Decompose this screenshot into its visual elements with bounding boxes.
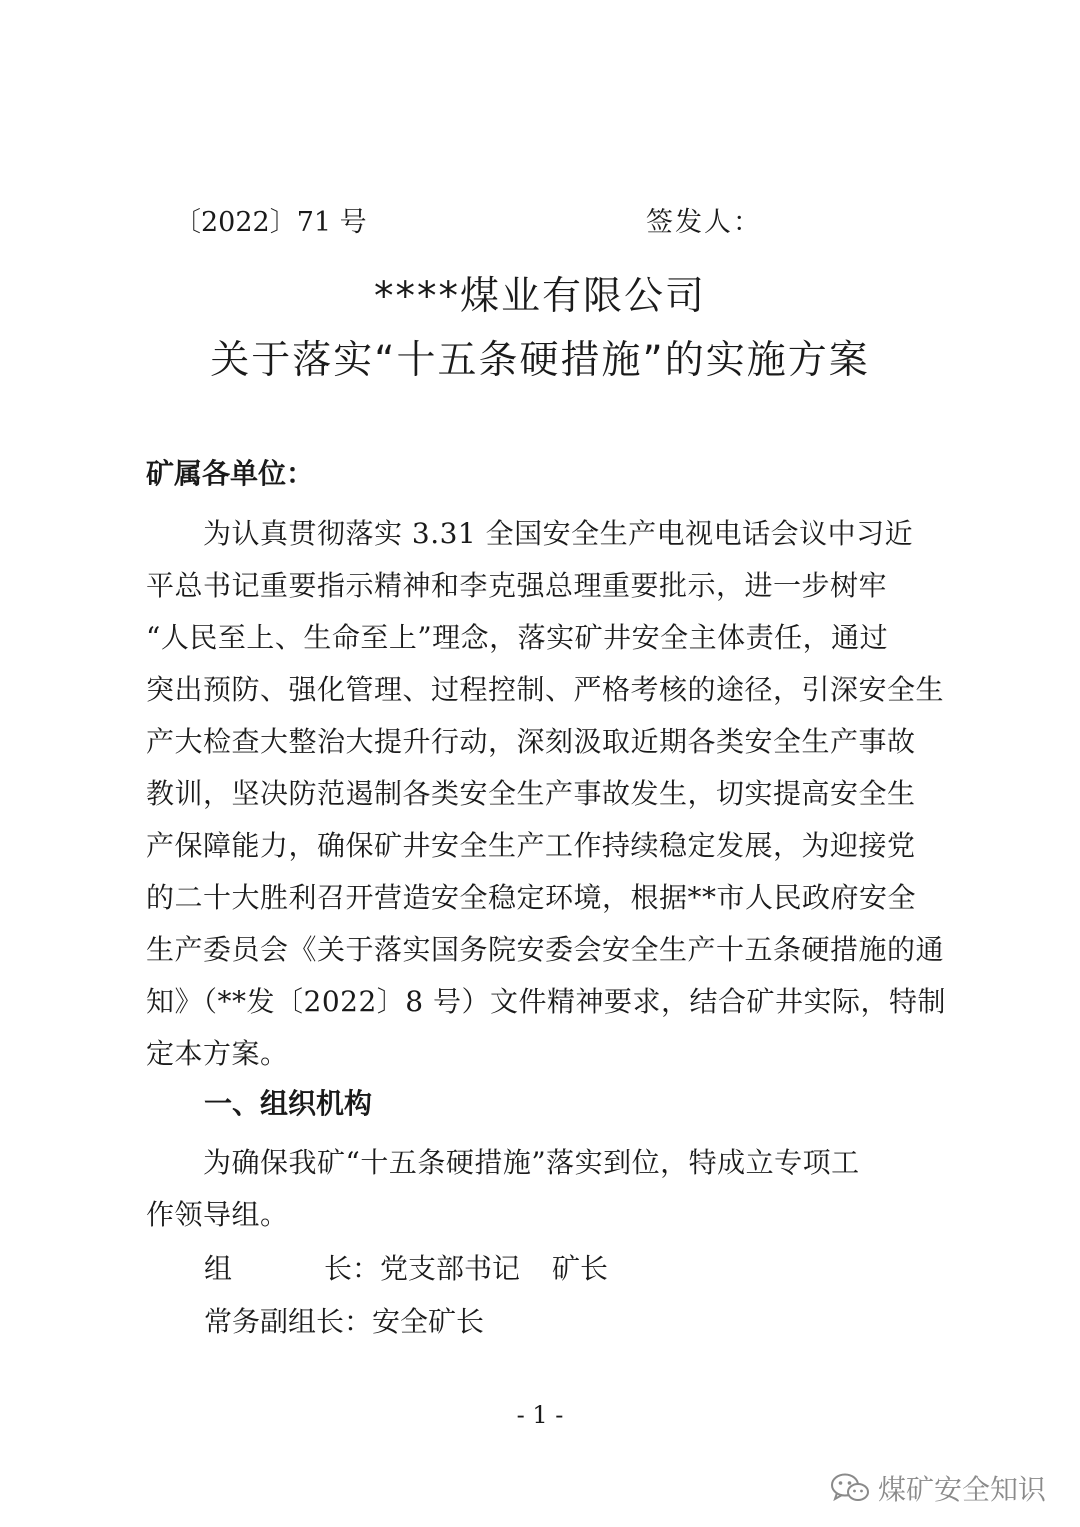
wechat-icon <box>830 1472 870 1504</box>
paragraph-line: 生产委员会《关于落实国务院安委会安全生产十五条硬措施的通 <box>146 933 945 966</box>
paragraph-line: 定本方案。 <box>146 1037 289 1070</box>
paragraph-line: “人民至上、生命至上”理念，落实矿井安全主体责任，通过 <box>146 621 889 654</box>
role-value: 矿长 <box>552 1252 609 1285</box>
role-label-part: 长： <box>324 1252 381 1285</box>
paragraph-line: 作领导组。 <box>146 1198 289 1231</box>
paragraph-line: 的二十大胜利召开营造安全稳定环境，根据**市人民政府安全 <box>146 881 917 914</box>
document-title-company: ****煤业有限公司 <box>373 274 706 319</box>
section-heading-organization: 一、组织机构 <box>204 1087 373 1120</box>
document-title-subject: 关于落实“十五条硬措施”的实施方案 <box>210 338 870 383</box>
paragraph-line: 为认真贯彻落实 3.31 全国安全生产电视电话会议中习近 <box>146 517 914 550</box>
page-number: - 1 - <box>516 1401 564 1429</box>
paragraph-line: 知》（**发〔2022〕8 号）文件精神要求，结合矿井实际，特制 <box>146 985 946 1018</box>
salutation: 矿属各单位： <box>146 457 315 490</box>
signer-label: 签发人： <box>646 207 762 238</box>
role-value: 党支部书记 <box>380 1252 521 1285</box>
watermark-text: 煤矿安全知识 <box>877 1473 1046 1506</box>
paragraph-line: 平总书记重要指示精神和李克强总理重要批示，进一步树牢 <box>146 569 888 602</box>
paragraph-line: 突出预防、强化管理、过程控制、严格考核的途径，引深安全生 <box>146 673 945 706</box>
role-row-deputy <box>204 1300 484 1340</box>
paragraph-line: 产大检查大整治大提升行动，深刻汲取近期各类安全生产事故 <box>146 725 916 758</box>
role-label-part: 组 <box>204 1252 233 1285</box>
role-row-leader <box>204 1247 608 1287</box>
role-value: 安全矿长 <box>372 1305 485 1338</box>
document-number: 〔2022〕71 号 <box>174 207 367 238</box>
paragraph-line: 教训，坚决防范遏制各类安全生产事故发生，切实提高安全生 <box>146 777 916 810</box>
watermark <box>830 1468 1046 1508</box>
intro-paragraph <box>146 508 946 1080</box>
paragraph-line: 为确保我矿“十五条硬措施”落实到位，特成立专项工 <box>146 1146 860 1179</box>
paragraph-line: 产保障能力，确保矿井安全生产工作持续稳定发展，为迎接党 <box>146 829 916 862</box>
organization-paragraph <box>146 1137 860 1241</box>
role-label: 常务副组长： <box>204 1305 373 1338</box>
